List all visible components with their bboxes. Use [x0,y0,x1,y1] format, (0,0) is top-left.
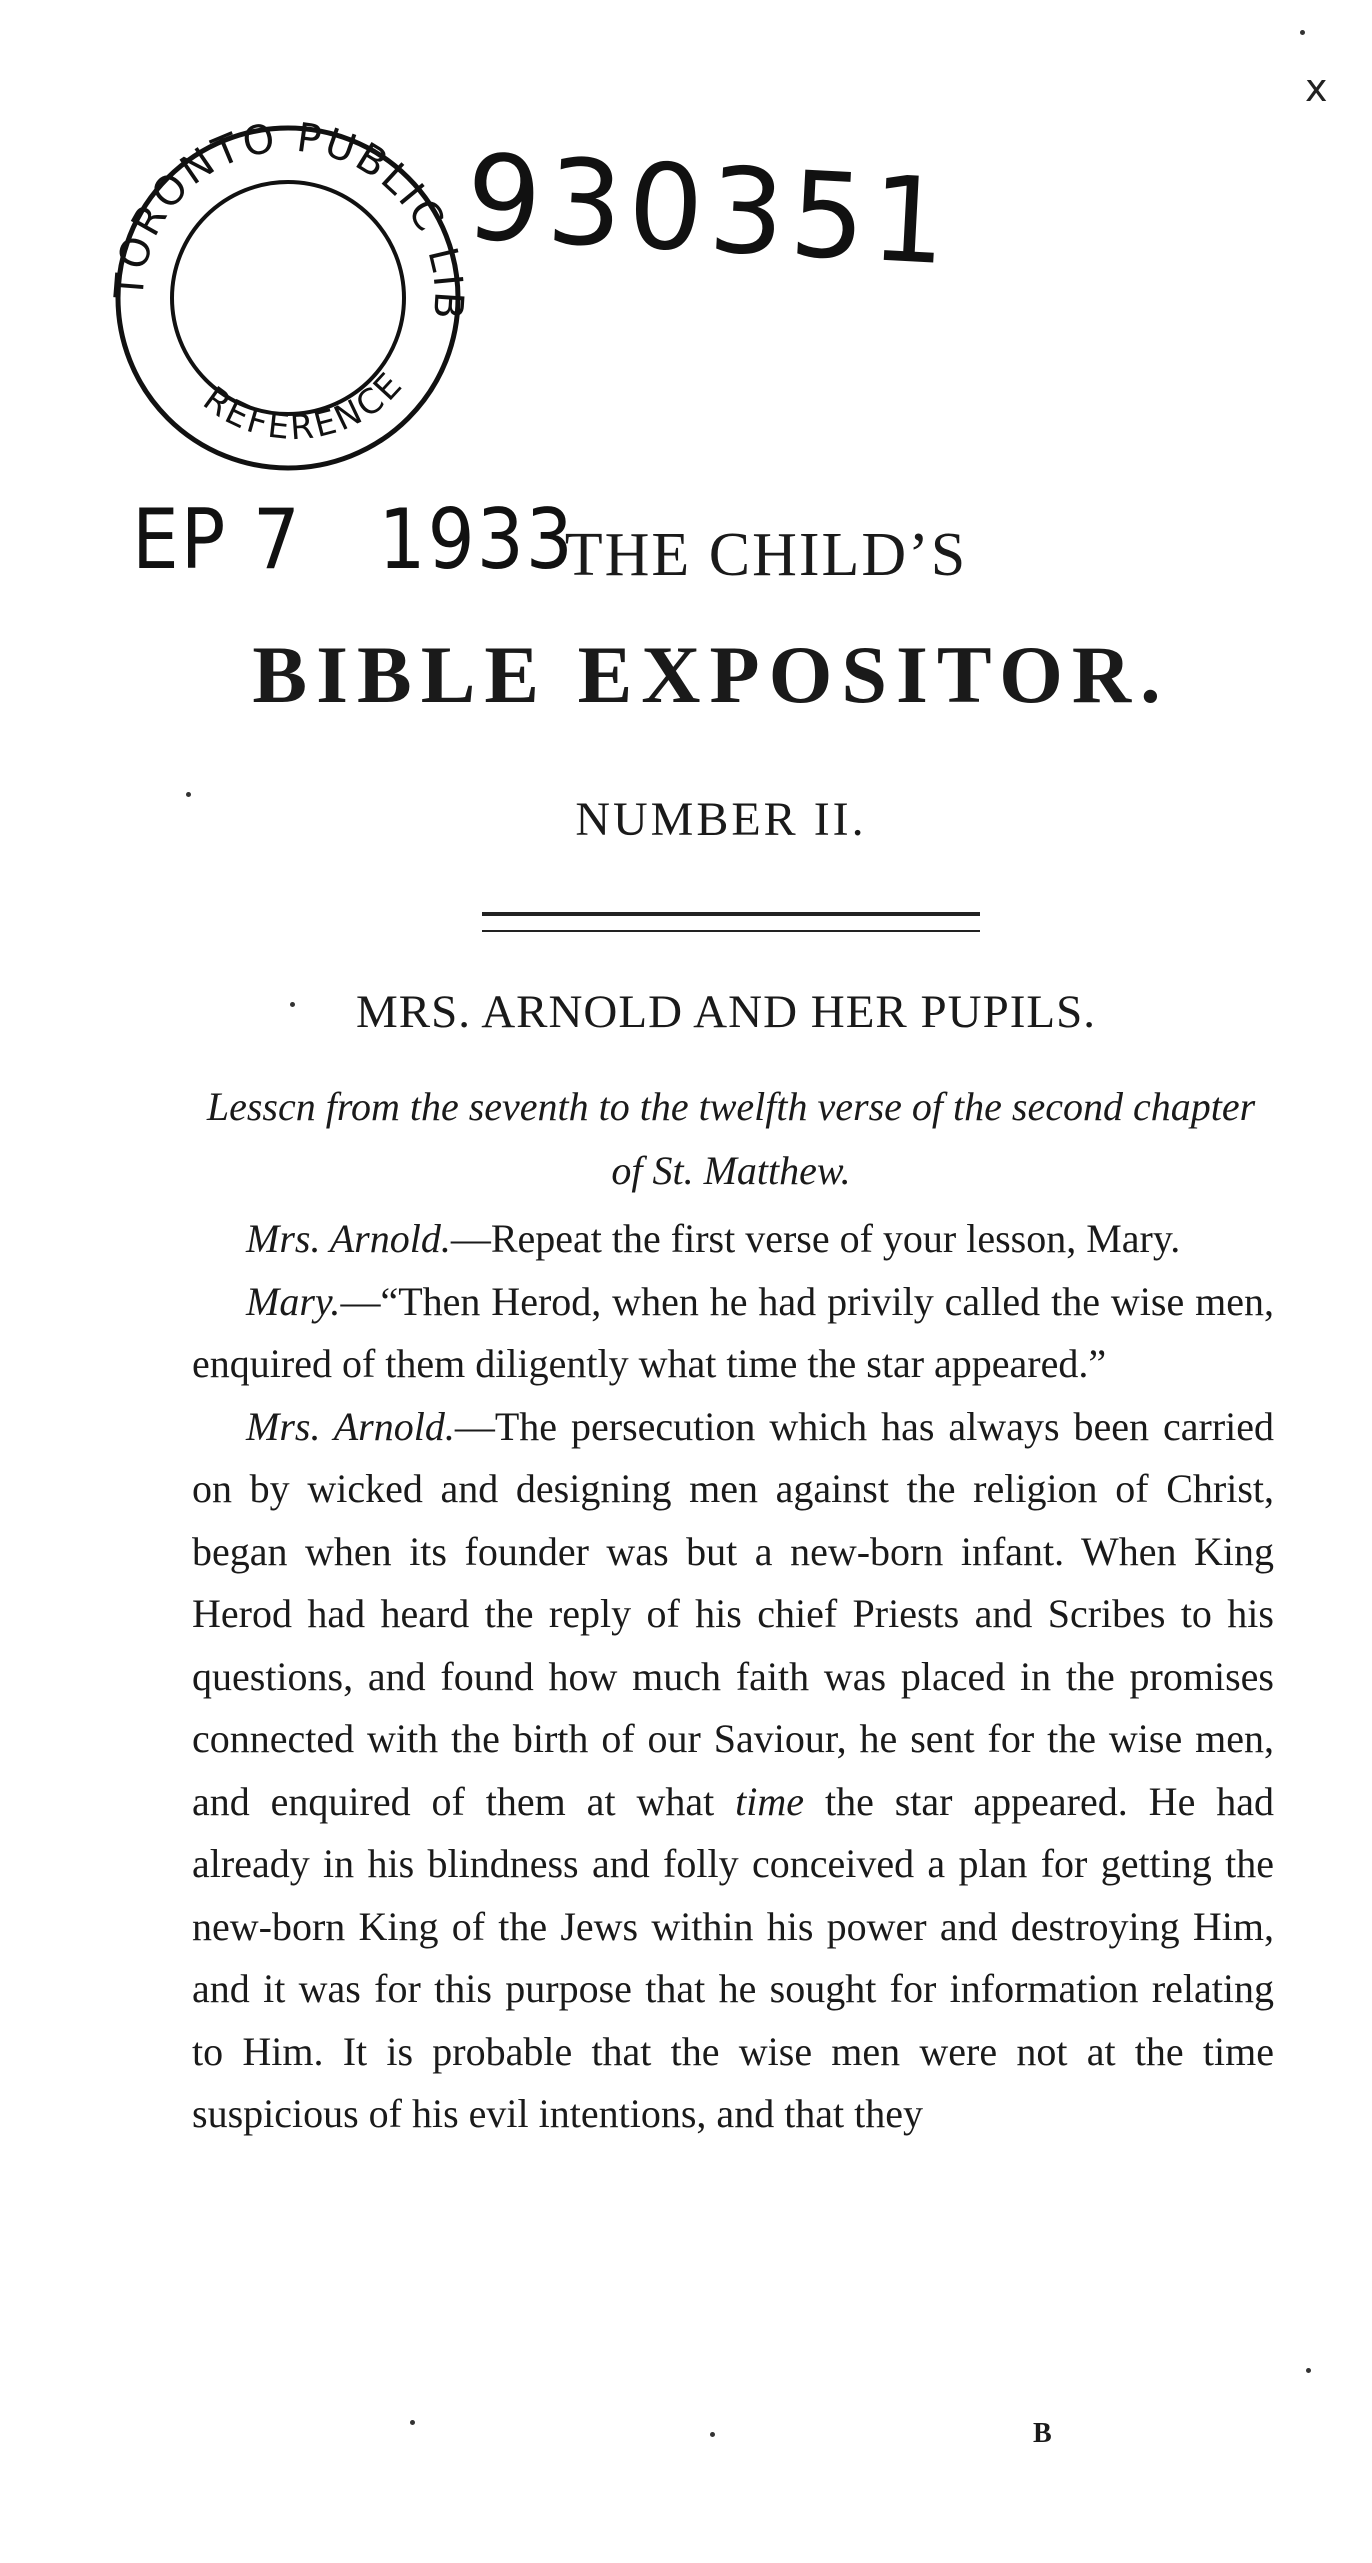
speaker-name: Mrs. Arnold. [246,1403,455,1449]
dialogue-paragraph [192,1396,1274,2146]
ink-speck [710,2432,715,2437]
signature-mark: B [1033,2418,1052,2449]
dialogue-paragraph [192,1208,1274,1271]
title-line-2: BIBLE EXPOSITOR. [252,629,1170,720]
speaker-name: Mary. [246,1278,341,1324]
ink-speck [290,1002,295,1007]
svg-text:TORONTO PUBLIC LIBRARY [108,118,468,323]
ink-speck [1300,30,1305,35]
speaker-name: Mrs. Arnold. [246,1216,451,1261]
stamp-bottom-text: REFERENCE [195,363,412,449]
accession-number: 930351 [462,128,956,292]
dialogue-paragraph [192,1271,1274,1396]
speech-text: the star appeared. He had already in his blindness and folly conceived a plan for getting the new-born King of the Jews within his power and destroying Him, and it was for this purpose that he sought for information relating to Him. It is probable that the wise men were not at the time suspicious of his evil intentions, and that they [192,1778,1274,2136]
date-stamp: EP 7 1933 [132,492,575,589]
ink-speck [1306,2368,1311,2373]
speech-text: —The persecution which has always been carried on by wicked and designing men against the religion of Christ, began when its founder was but a new-born infant. When King Herod had heard the reply of his chief Priests and Scribes to his questions, and found how much faith was placed in the promises connected with the birth of our Saviour, he sent for the wise men, and enquired of them at what [192,1403,1275,1824]
emphasized-word: time [735,1778,805,1824]
title-number: NUMBER II. [575,793,867,846]
stamp-top-text: TORONTO PUBLIC LIB [108,118,468,324]
library-stamp [108,118,468,478]
section-heading: MRS. ARNOLD AND HER PUPILS. [356,986,1096,1038]
ink-speck [410,2420,415,2425]
double-rule-divider [482,912,980,932]
speech-text: —“Then Herod, when he had privily called the wise men, enquired of them diligently what time the star appeared.” [192,1278,1274,1386]
speech-text: —Repeat the first verse of your lesson, Mary. [450,1216,1181,1261]
title-line-1: THE CHILD’S [564,521,968,589]
body-text [192,1208,1274,2146]
corner-mark: x [1305,66,1328,110]
library-stamp-seal [108,118,468,478]
lesson-reference: Lesscn from the seventh to the twelfth verse of the second chapter of St. Matthew. [206,1084,1256,1193]
ink-speck [186,792,191,797]
